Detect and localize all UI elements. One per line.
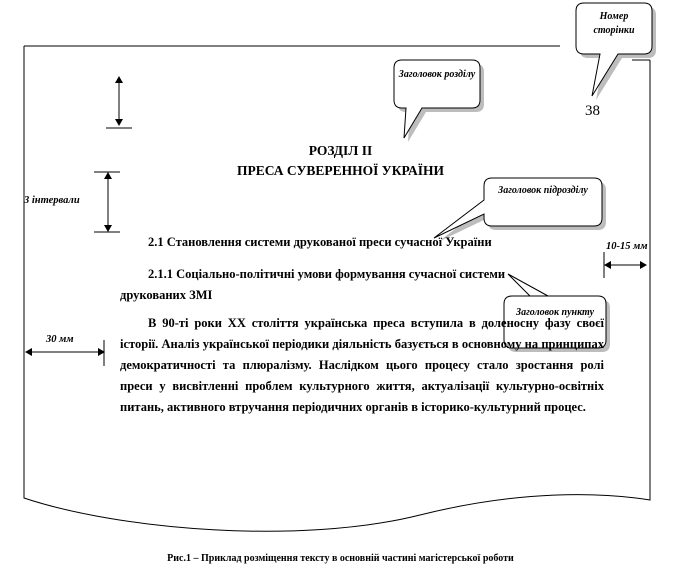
- chapter-label: РОЗДІЛ ІІ: [308, 143, 373, 158]
- callout-page-number-text: Номер сторінки: [593, 11, 635, 36]
- chapter-title: ПРЕСА СУВЕРЕННОЇ УКРАЇНИ: [236, 163, 445, 178]
- paragraph-heading-line1: 2.1.1 Соціально-політичні умови формування сучасної системи: [148, 267, 506, 281]
- subsection-heading: 2.1 Становлення системи друкованої преси сучасної України: [148, 235, 492, 249]
- spacing-label: 3 інтервали: [24, 195, 80, 206]
- figure-caption: Рис.1 – Приклад розміщення тексту в основній частині магістерської роботи: [167, 553, 514, 564]
- page-number: 38: [585, 103, 600, 119]
- right-margin-label: 10-15 мм: [606, 241, 648, 252]
- callout-subsection-heading-text: Заголовок підрозділу: [498, 185, 588, 196]
- paragraph-heading-line2: друкованих ЗМІ: [120, 288, 213, 302]
- body-paragraph: В 90-ті роки ХХ століття українська преса вступила в доленосну фазу своєї історії. Аналіз української періодики діяльність базується в основному на принципах демократичності та плюралізму. Наслідком цього процесу стало зростання ролі преси у висвітленні проблем культурного життя, актуалізації культурно-освітніх питань, активного втручання періодичних органів в історико-культурний процес.: [120, 316, 604, 414]
- callout-chapter-heading-text: Заголовок розділу: [398, 69, 476, 80]
- page-outline: [24, 46, 650, 531]
- callout-paragraph-heading-text: Заголовок пункту: [515, 307, 595, 318]
- left-margin-label: 30 мм: [46, 334, 74, 345]
